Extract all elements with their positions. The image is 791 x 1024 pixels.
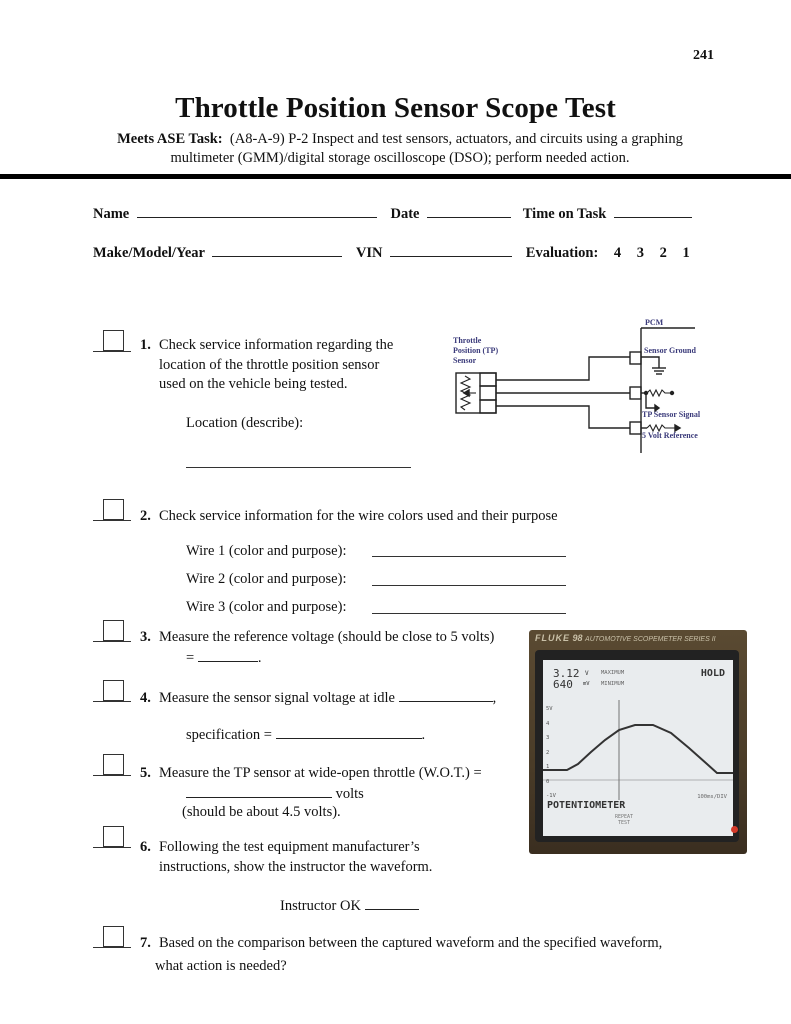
scope-y-tick: 2 bbox=[546, 749, 550, 756]
step3-checkbox[interactable] bbox=[93, 620, 133, 642]
scope-brand: FLUKE bbox=[535, 633, 570, 643]
task-label: Meets ASE Task: bbox=[117, 131, 223, 147]
task-text-line2: multimeter (GMM)/digital storage oscilloscope (DSO); perform needed action. bbox=[170, 150, 630, 166]
step3-text: Measure the reference voltage (should be close to 5 volts) bbox=[159, 629, 495, 645]
step3-number: 3. bbox=[140, 629, 151, 645]
instructor-ok-label: Instructor OK bbox=[280, 898, 361, 914]
instructor-ok-field[interactable] bbox=[365, 896, 419, 910]
idle-voltage-field[interactable] bbox=[399, 688, 493, 702]
evaluation-label: Evaluation: bbox=[525, 245, 599, 261]
step7-number: 7. bbox=[140, 935, 151, 951]
sensor-label-line3: Sensor bbox=[453, 356, 477, 365]
repeat-line2: TEST bbox=[618, 820, 631, 826]
step7-line2: what action is needed? bbox=[155, 957, 287, 974]
step2-checkbox[interactable] bbox=[93, 499, 133, 521]
scope-y-tick: -1V bbox=[546, 793, 556, 799]
page-number: 241 bbox=[693, 48, 714, 63]
scope-y-tick: 4 bbox=[546, 720, 550, 727]
wire3-field[interactable] bbox=[372, 613, 566, 614]
step6-line1: Following the test equipment manufacturer’s bbox=[159, 839, 420, 855]
sensor-label-line1: Throttle bbox=[453, 336, 482, 345]
scope-waveform-icon bbox=[543, 700, 733, 800]
reference-voltage-field[interactable] bbox=[198, 648, 258, 662]
ase-task-description bbox=[60, 130, 740, 168]
time-on-task-label: Time on Task bbox=[522, 206, 607, 222]
step5-result bbox=[186, 784, 364, 805]
step1-number: 1. bbox=[140, 337, 151, 353]
step1-line2: location of the throttle position sensor bbox=[159, 356, 380, 373]
evaluation-score-2[interactable]: 2 bbox=[659, 245, 667, 261]
step5-text: Measure the TP sensor at wide-open throttle (W.O.T.) = bbox=[159, 765, 482, 781]
scope-series: AUTOMOTIVE SCOPEMETER SERIES II bbox=[585, 636, 716, 643]
wot-voltage-field[interactable] bbox=[186, 784, 332, 798]
step6-number: 6. bbox=[140, 839, 151, 855]
step3-equals: = bbox=[186, 650, 195, 666]
location-label: Location (describe): bbox=[186, 415, 304, 431]
pcm-label: PCM bbox=[645, 318, 664, 327]
scope-min-value: 640 bbox=[553, 678, 573, 691]
vin-field[interactable] bbox=[390, 243, 512, 257]
make-model-year-field[interactable] bbox=[212, 243, 342, 257]
scope-y-tick: 3 bbox=[546, 735, 550, 741]
step4-number: 4. bbox=[140, 690, 151, 706]
scope-max-unit: V bbox=[585, 670, 589, 677]
step6-checkbox[interactable] bbox=[93, 826, 133, 848]
scope-power-led-icon bbox=[731, 826, 738, 833]
scope-max-value: 3.12 bbox=[553, 667, 580, 680]
step4-text: Measure the sensor signal voltage at idle bbox=[159, 690, 395, 706]
vin-label: VIN bbox=[355, 245, 383, 261]
scope-brand-strip bbox=[535, 633, 716, 643]
scope-hold-indicator: HOLD bbox=[700, 668, 725, 679]
instructor-ok bbox=[280, 896, 419, 917]
tp-signal-label: TP Sensor Signal bbox=[642, 410, 701, 419]
tp-sensor-wiring-diagram bbox=[445, 318, 715, 458]
step1-line3: used on the vehicle being tested. bbox=[159, 376, 348, 392]
step1-checkbox[interactable] bbox=[93, 330, 133, 352]
repeat-line1: REPEAT bbox=[615, 814, 634, 820]
scope-y-tick: 0 bbox=[546, 778, 550, 785]
wire1-field[interactable] bbox=[372, 556, 566, 557]
name-field[interactable] bbox=[137, 204, 377, 218]
task-text-line1: (A8-A-9) P-2 Inspect and test sensors, actuators, and circuits using a graphing bbox=[229, 131, 683, 147]
wire2-field[interactable] bbox=[372, 585, 566, 586]
header-fields-row2 bbox=[93, 243, 690, 262]
step-7 bbox=[140, 934, 662, 976]
step1-line1: Check service information regarding the bbox=[159, 337, 394, 353]
step6-line2: instructions, show the instructor the waveform. bbox=[159, 858, 433, 875]
evaluation-score-1[interactable]: 1 bbox=[682, 245, 690, 261]
location-field[interactable] bbox=[186, 467, 411, 468]
wire1-label: Wire 1 (color and purpose): bbox=[186, 543, 347, 559]
scope-max-label: MAXIMUM bbox=[601, 670, 625, 676]
step-2 bbox=[140, 507, 558, 527]
sensor-ground-label: Sensor Ground bbox=[644, 346, 696, 355]
scope-min-unit: mV bbox=[583, 681, 590, 687]
step5-note: (should be about 4.5 volts). bbox=[182, 804, 341, 820]
step-4: 4. Measure the sensor signal voltage at idle , bbox=[140, 688, 496, 709]
scope-timebase: 100ms/DIV bbox=[697, 794, 727, 800]
step-5 bbox=[140, 764, 482, 784]
step5-checkbox[interactable] bbox=[93, 754, 133, 776]
date-field[interactable] bbox=[427, 204, 511, 218]
scope-screen bbox=[543, 660, 733, 836]
scope-min-label: MINIMUM bbox=[601, 681, 625, 687]
step7-line1: Based on the comparison between the captured waveform and the specified waveform, bbox=[159, 935, 663, 951]
step-1 bbox=[140, 336, 393, 395]
wire2-label: Wire 2 (color and purpose): bbox=[186, 571, 347, 587]
step2-text: Check service information for the wire colors used and their purpose bbox=[159, 508, 558, 524]
scope-y-axis-ticks bbox=[546, 702, 556, 804]
name-label: Name bbox=[93, 206, 130, 222]
step2-number: 2. bbox=[140, 508, 151, 524]
step3-result: = . bbox=[186, 650, 262, 666]
header-fields-row1 bbox=[93, 204, 692, 223]
step7-checkbox[interactable] bbox=[93, 926, 133, 948]
step4-spec: specification = . bbox=[186, 727, 426, 743]
date-label: Date bbox=[390, 206, 420, 222]
volts-unit: volts bbox=[335, 786, 364, 802]
specification-label: specification = bbox=[186, 727, 272, 743]
step-3 bbox=[140, 628, 494, 648]
page-title: Throttle Position Sensor Scope Test bbox=[175, 92, 616, 124]
scope-mode-label: POTENTIOMETER bbox=[547, 800, 626, 811]
scope-model: 98 bbox=[572, 633, 583, 643]
scope-repeat-test bbox=[615, 814, 633, 826]
reference-label: 5 Volt Reference bbox=[642, 431, 698, 440]
wire3-label: Wire 3 (color and purpose): bbox=[186, 599, 347, 615]
header-divider bbox=[0, 174, 791, 179]
make-model-year-label: Make/Model/Year bbox=[93, 245, 205, 261]
time-on-task-field[interactable] bbox=[614, 204, 692, 218]
step4-checkbox[interactable] bbox=[93, 680, 133, 702]
evaluation-score-3[interactable]: 3 bbox=[636, 245, 645, 261]
sensor-label-line2: Position (TP) bbox=[453, 346, 499, 355]
evaluation-score-4[interactable]: 4 bbox=[613, 245, 622, 261]
specification-field[interactable] bbox=[276, 725, 422, 739]
step-6 bbox=[140, 838, 432, 877]
sensor-label bbox=[453, 336, 498, 366]
step5-number: 5. bbox=[140, 765, 151, 781]
scope-y-tick: 5V bbox=[546, 706, 553, 712]
scopemeter-photo bbox=[529, 630, 747, 854]
scope-y-tick: 1 bbox=[546, 764, 550, 770]
